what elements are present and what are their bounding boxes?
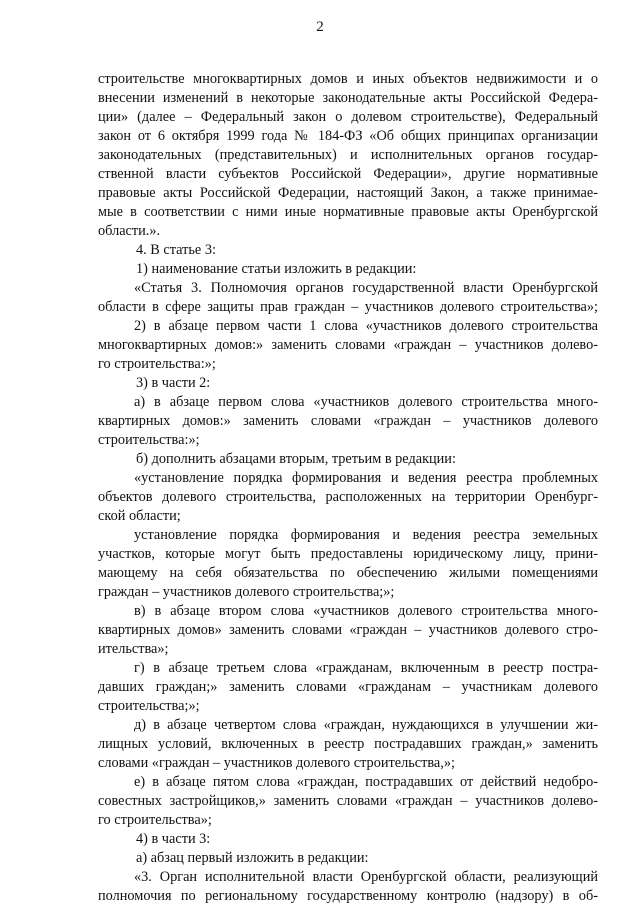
text-line: е) в абзаце пятом слова «граждан, пострадавших от действий недобро- [134, 774, 598, 790]
text-line: области в сфере защиты прав граждан – участников долевого строительства»; [98, 299, 598, 315]
text-line: квартирных домов:» заменить словами «граждан – участников долевого [98, 413, 598, 429]
text-line: го строительства:»; [98, 356, 216, 372]
text-line: «установление порядка формирования и ведения реестра проблемных [134, 470, 598, 486]
text-line: 4) в части 3: [136, 831, 211, 847]
text-line: участков, которые могут быть предоставлены юридическому лицу, прини- [98, 546, 598, 562]
document-body [98, 70, 598, 906]
text-line: объектов долевого строительства, расположенных на территории Оренбург- [98, 489, 598, 505]
paragraph-heading: 4. В статье 3: [136, 242, 216, 258]
text-line: строительстве многоквартирных домов и иных объектов недвижимости и о [98, 71, 598, 87]
text-line: 2) в абзаце первом части 1 слова «участников долевого строительства [134, 318, 598, 334]
text-line: 1) наименование статьи изложить в редакции: [136, 261, 417, 277]
text-line: ительства»; [98, 641, 169, 657]
text-line: полномочия по региональному государственному контролю (надзору) в об- [98, 888, 598, 904]
text-line: установление порядка формирования и ведения реестра земельных [134, 527, 598, 543]
text-line: мые в соответствии с ними иные нормативные правовые акты Оренбургской [98, 204, 598, 220]
text-line: «3. Орган исполнительной власти Оренбургской области, реализующий [134, 869, 598, 885]
text-line: закон от 6 октября 1999 года № 184-ФЗ «Об общих принципах организации [98, 128, 598, 144]
text-line: б) дополнить абзацами вторым, третьим в редакции: [136, 451, 456, 467]
text-line: мающему на себя обязательства по обеспечению жилыми помещениями [98, 565, 598, 581]
text-line: г) в абзаце третьем слова «гражданам, включенным в реестр постра- [134, 660, 598, 676]
text-line: д) в абзаце четвертом слова «граждан, нуждающихся в улучшении жи- [134, 717, 598, 733]
text-line: а) в абзаце первом слова «участников долевого строительства много- [134, 394, 598, 410]
text-line: внесении изменений в некоторые законодательные акты Российской Федера- [98, 90, 598, 106]
text-line: законодательных (представительных) и исполнительных органов государ- [98, 147, 598, 163]
text-line: ственной власти субъектов Российской Федерации», другие нормативные [98, 166, 598, 182]
text-line: а) абзац первый изложить в редакции: [136, 850, 369, 866]
text-line: области.». [98, 223, 161, 239]
text-line: граждан – участников долевого строительства;»; [98, 584, 395, 600]
text-line: ции» (далее – Федеральный закон о долевом строительстве), Федеральный [98, 109, 598, 125]
text-line: словами «граждан – участников долевого строительства,»; [98, 755, 455, 771]
text-line: 3) в части 2: [136, 375, 211, 391]
text-line: строительства;»; [98, 698, 200, 714]
text-line: правовые акты Российской Федерации, настоящий Закон, а также принимае- [98, 185, 598, 201]
text-line: лищных условий, включенных в реестр пострадавших граждан,» заменить [98, 736, 598, 752]
text-line: совестных застройщиков,» заменить словами «граждан – участников долево- [98, 793, 598, 809]
text-line: го строительства»; [98, 812, 212, 828]
text-line: давших граждан;» заменить словами «гражданам – участникам долевого [98, 679, 598, 695]
page-number: 2 [316, 19, 324, 35]
text-line: «Статья 3. Полномочия органов государственной власти Оренбургской [134, 280, 598, 296]
text-line: в) в абзаце втором слова «участников долевого строительства много- [134, 603, 598, 619]
text-line: многоквартирных домов:» заменить словами «граждан – участников долево- [98, 337, 598, 353]
text-line: квартирных домов» заменить словами «граждан – участников долевого стро- [98, 622, 598, 638]
text-line: ской области; [98, 508, 181, 524]
text-line: строительства:»; [98, 432, 200, 448]
